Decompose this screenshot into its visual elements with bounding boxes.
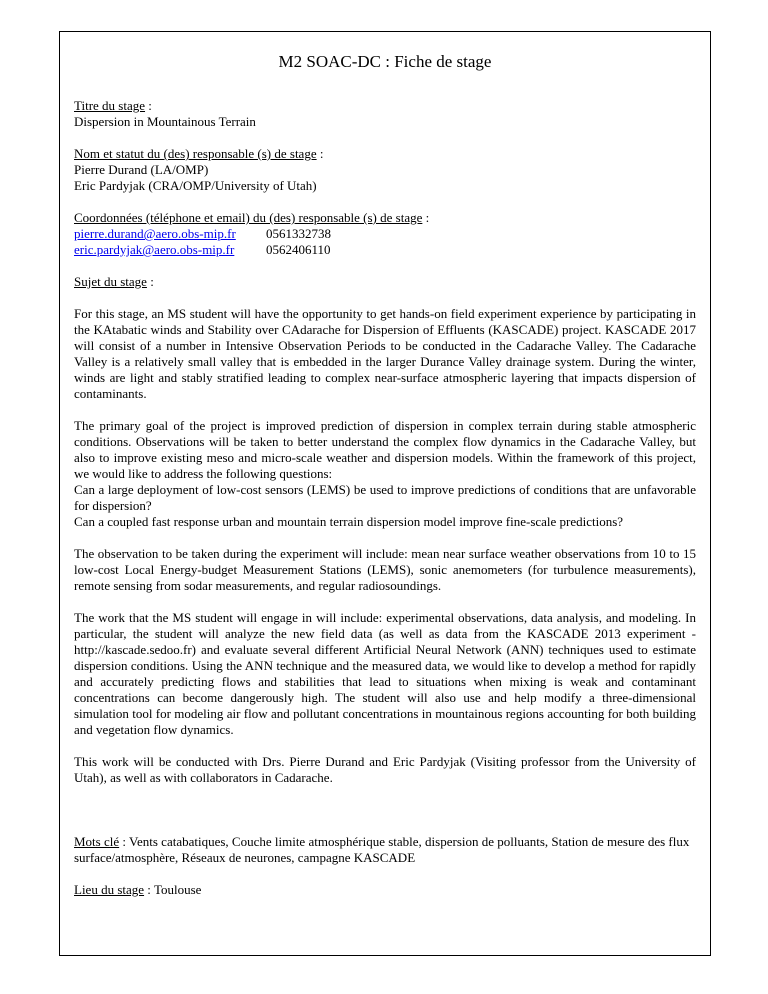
sujet-paragraph: The work that the MS student will engage in will include: experimental observations, data analysis, and modeling. In particular, the student will analyze the new field data (as well as data from the KASCADE 2013 experiment - http://kascade.sedoo.fr) and evaluate several different Artificial Neural Network (ANN) techniques used to estimate dispersion conditions. Using the ANN technique and the measured data, we would like to develop a method for rapidly and accurately predicting flows and stabilities that lead to situations when mixing is weak and contaminant concentrations can become dangerously high. The student will also use and help modify a three-dimensional simulation tool for modeling air flow and pollutant concentrations in mountainous regions accounting for both building and vegetation flow dynamics.: [74, 610, 696, 737]
spacer: [74, 802, 696, 834]
lieu-colon: :: [144, 882, 154, 897]
sujet-label: Sujet du stage: [74, 274, 147, 289]
field-coordonnees: [74, 210, 696, 258]
coordonnees-label: Coordonnées (téléphone et email) du (des) responsable (s) de stage: [74, 210, 423, 225]
field-lieu: [74, 882, 696, 898]
titre-label: Titre du stage: [74, 98, 146, 113]
sujet-paragraph: The primary goal of the project is improved prediction of dispersion in complex terrain during stable atmospheric conditions. Observations will be taken to better understand the complex flow dynamics in the Cadarache Valley, but also to improve existing meso and micro-scale weather and dispersion models. Within the framework of this project, we would like to address the following questions:: [74, 418, 696, 481]
responsables-label: Nom et statut du (des) responsable (s) de stage: [74, 146, 317, 161]
contact-row: [74, 226, 696, 242]
sujet-colon: :: [146, 274, 154, 289]
responsables-colon: :: [316, 146, 324, 161]
email-link[interactable]: eric.pardyjak@aero.obs-mip.fr: [74, 242, 235, 257]
mots-cles-value: Vents catabatiques, Couche limite atmosphérique stable, dispersion de polluants, Station de mesure des flux surface/atmosphère, Réseaux de neurones, campagne KASCADE: [74, 834, 690, 865]
responsable-name: Eric Pardyjak (CRA/OMP/University of Utah): [74, 178, 317, 193]
lieu-value: Toulouse: [153, 882, 202, 897]
form-content: [74, 98, 696, 914]
field-mots-cles: [74, 834, 696, 866]
mots-cles-label: Mots clé: [74, 834, 120, 849]
phone-number: 0562406110: [266, 242, 331, 257]
lieu-label: Lieu du stage: [74, 882, 145, 897]
titre-value: Dispersion in Mountainous Terrain: [74, 114, 256, 129]
field-responsables: [74, 146, 696, 194]
phone-number: 0561332738: [266, 226, 331, 241]
sujet-paragraph: For this stage, an MS student will have the opportunity to get hands-on field experiment experience by participating in the KAtabatic winds and Stability over CAdarache for Dispersion of Effluents (KASCADE) project. KASCADE 2017 will consist of a number in Intensive Observation Periods to be conducted in the Cadarache Valley. The Cadarache Valley is a relatively small valley that is embedded in the larger Durance Valley drainage system. During the winter, winds are light and stably stratified leading to complex near-surface atmospheric layering that impacts dispersion of contaminants.: [74, 306, 696, 401]
mots-cles-colon: :: [119, 834, 130, 849]
email-link[interactable]: pierre.durand@aero.obs-mip.fr: [74, 226, 236, 241]
sujet-paragraph-questions: [74, 418, 696, 530]
contact-row: [74, 242, 696, 258]
responsable-name: Pierre Durand (LA/OMP): [74, 162, 209, 177]
page-title: M2 SOAC-DC : Fiche de stage: [278, 52, 492, 71]
question-item: Can a large deployment of low-cost sensors (LEMS) be used to improve predictions of conditions that are unfavorable for dispersion?: [74, 482, 696, 513]
field-titre: [74, 98, 696, 130]
sujet-paragraph: This work will be conducted with Drs. Pierre Durand and Eric Pardyjak (Visiting professor from the University of Utah), as well as with collaborators in Cadarache.: [74, 754, 696, 785]
field-sujet: [74, 274, 696, 786]
sujet-paragraph: The observation to be taken during the experiment will include: mean near surface weather observations from 10 to 15 low-cost Local Energy-budget Measurement Stations (LEMS), sonic anemometers (for turbulence measurements), remote sensing from sodar measurements, and regular radiosoundings.: [74, 546, 696, 593]
coordonnees-colon: :: [422, 210, 430, 225]
form-frame: [59, 31, 711, 956]
titre-colon: :: [145, 98, 152, 113]
question-item: Can a coupled fast response urban and mountain terrain dispersion model improve fine-scale predictions?: [74, 514, 624, 529]
